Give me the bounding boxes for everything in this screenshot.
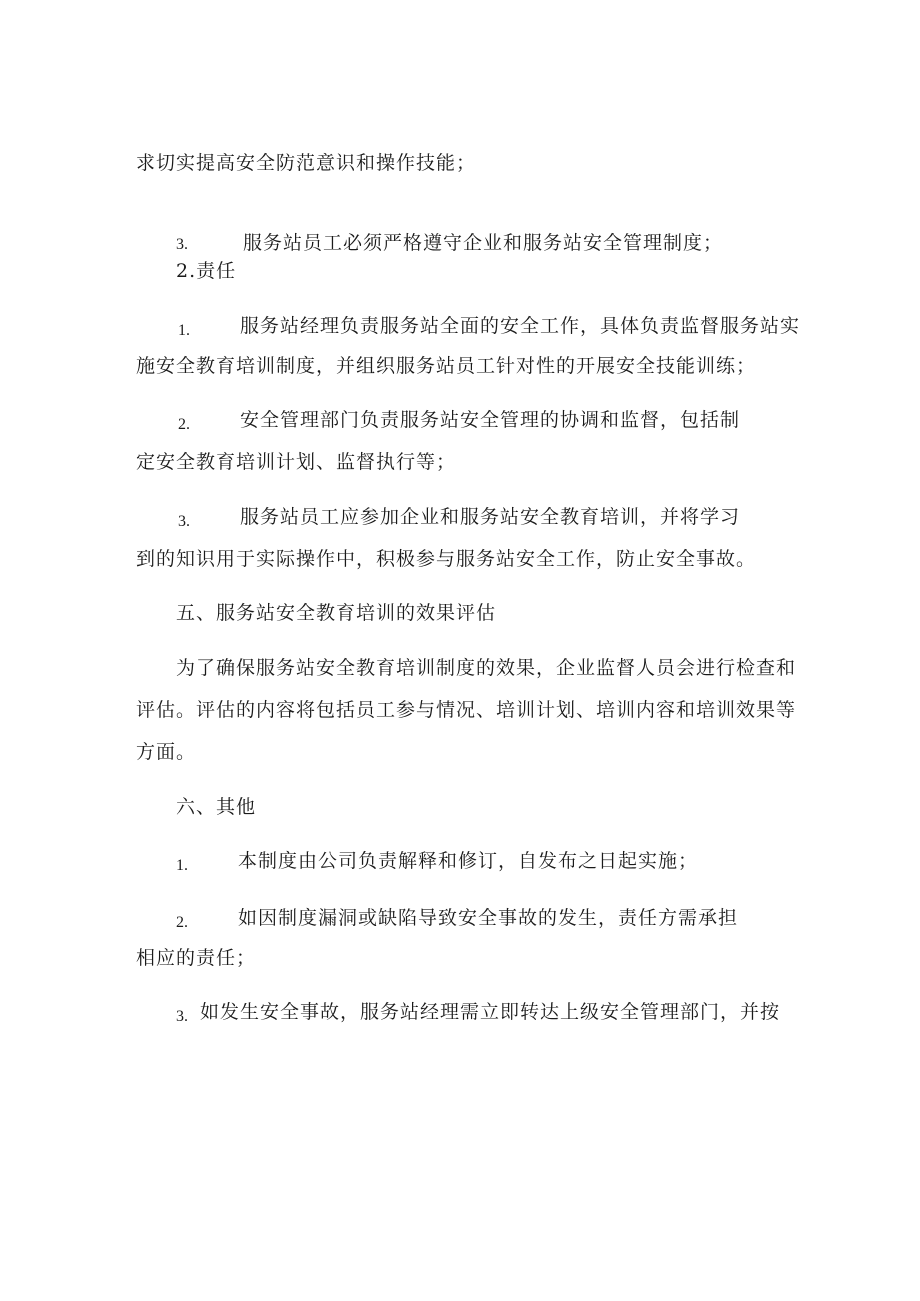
continuation-line: 求切实提高安全防范意识和操作技能；: [136, 152, 477, 174]
list-number: 2.: [176, 914, 188, 931]
paragraph-line: 方面。: [136, 741, 197, 763]
paragraph-line: 为了确保服务站安全教育培训制度的效果，企业监督人员会进行检查和: [176, 657, 797, 679]
list-number: 2.: [178, 416, 190, 433]
list-item-text: 到的知识用于实际操作中，积极参与服务站安全工作，防止安全事故。: [136, 548, 757, 570]
list-number: 3.: [176, 236, 188, 253]
section-heading-responsibility: 2.责任: [176, 260, 237, 282]
list-item-text: 定安全教育培训计划、监督执行等；: [136, 451, 457, 473]
list-item-text: 如发生安全事故，服务站经理需立即转达上级安全管理部门，并按: [200, 1001, 781, 1023]
list-number: 1.: [176, 857, 188, 874]
list-item-text: 服务站员工必须严格遵守企业和服务站安全管理制度；: [243, 232, 724, 254]
list-item-text: 本制度由公司负责解释和修订，自发布之日起实施；: [238, 850, 699, 872]
list-item-text: 施安全教育培训制度，并组织服务站员工针对性的开展安全技能训练；: [136, 355, 757, 377]
list-number: 3.: [176, 1008, 188, 1025]
list-item-text: 服务站经理负责服务站全面的安全工作，具体负责监督服务站实: [240, 315, 801, 337]
list-item-text: 安全管理部门负责服务站安全管理的协调和监督，包括制: [240, 409, 741, 431]
paragraph-line: 评估。评估的内容将包括员工参与情况、培训计划、培训内容和培训效果等: [136, 699, 797, 721]
list-item-text: 如因制度漏洞或缺陷导致安全事故的发生，责任方需承担: [238, 907, 739, 929]
list-item-text: 服务站员工应参加企业和服务站安全教育培训，并将学习: [240, 506, 741, 528]
list-item-text: 相应的责任；: [136, 947, 257, 969]
section-heading-other: 六、其他: [176, 796, 257, 818]
list-number: 1.: [178, 322, 190, 339]
section-heading-evaluation: 五、服务站安全教育培训的效果评估: [176, 602, 497, 624]
list-number: 3.: [178, 513, 190, 530]
